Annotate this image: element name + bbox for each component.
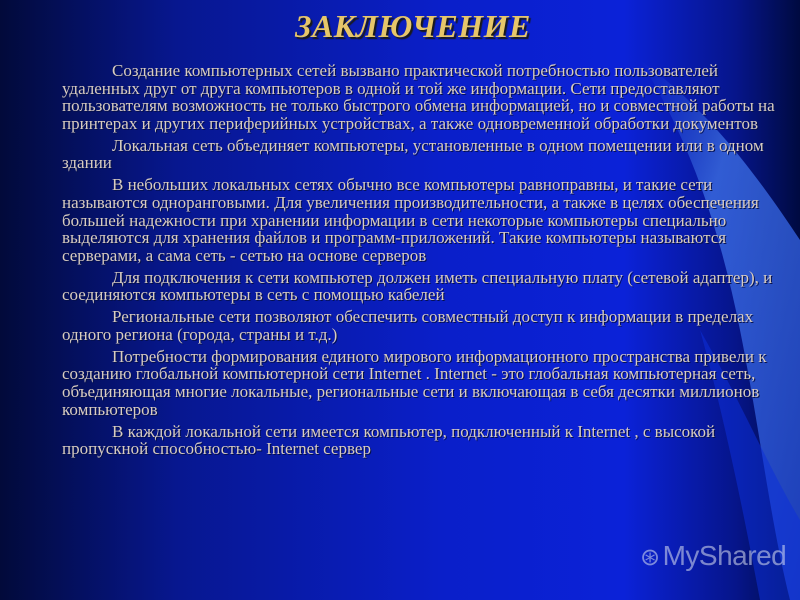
- paragraph-6: Потребности формирования единого мирового информационного пространства привели к созданию глобальной компьютерной сети Internet . Internet - это глобальная компьютерная сеть, объединяющая многие локальные, региональные сети и включающая в себя десятки миллионов компьютеров: [62, 346, 767, 419]
- watermark: [640, 540, 786, 572]
- watermark-logo-icon: ⊛: [640, 544, 660, 571]
- paragraph-7: В каждой локальной сети имеется компьютер, подключенный к Internet , с высокой пропускной способностью- Internet сервер: [62, 421, 716, 459]
- paragraph-5: Региональные сети позволяют обеспечить совместный доступ к информации в пределах одного региона (города, страны и т.д.): [62, 307, 754, 344]
- paragraph-2: Локальная сеть объединяет компьютеры, установленные в одном помещении или в одном здании: [62, 135, 764, 173]
- paragraph-3: В небольших локальных сетях обычно все компьютеры равноправны, и такие сети называются одноранговыми. Для увеличения производительности, а также в целях обеспечения большей надежности при хранении информации в сети некоторые компьютеры специально выделяются для хранения файлов и программ-приложений. Такие компьютеры называются серверами, а сама сеть - сетью на основе серверов: [62, 175, 759, 265]
- paragraph-4: Для подключения к сети компьютер должен иметь специальную плату (сетевой адаптер), и соединяются компьютеры в сеть с помощью кабелей: [62, 267, 773, 305]
- paragraph-1: Создание компьютерных сетей вызвано практической потребностью пользователей удаленных друг от друга компьютеров в одной и той же информации. Сети предоставляют пользователям возможность не только быстрого обмена информацией, но и совместной работы на принтерах и других периферийных устройствах, а также одновременной обработки документов: [62, 61, 775, 133]
- slide-title: ЗАКЛЮЧЕНИЕ: [295, 8, 531, 44]
- slide-body: [62, 62, 786, 462]
- watermark-text: MyShared: [662, 540, 787, 571]
